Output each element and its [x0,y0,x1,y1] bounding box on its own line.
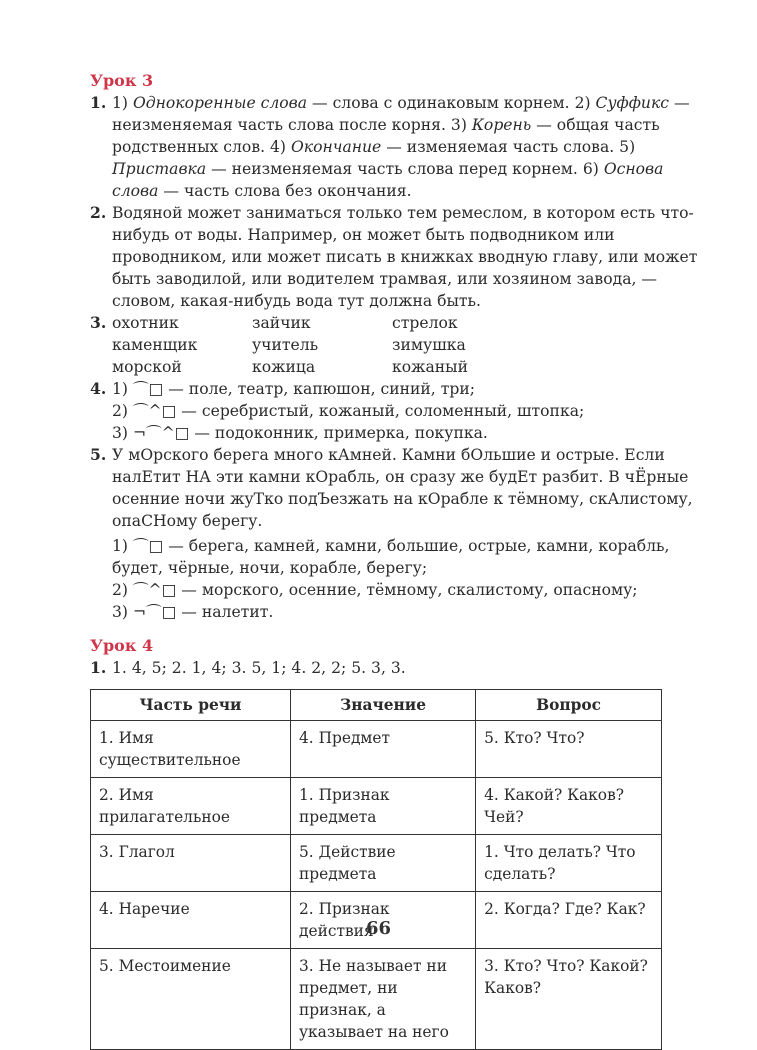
item-number: 3. [90,313,107,332]
lesson-3-item-2 [90,202,700,312]
table-row [91,778,662,835]
item-text: У мОрского берега много кАмней. Камни бОльшие и острые. Если налЕтит НА эти камни кОрабль, он сразу же будЕт разбит. В чЁрные осенние ночи жуТко подЪезжать на кОрабле к тёмному, скАлистому, опаСНому берегу. [112,446,693,530]
text: — слова с одинаковым корнем. 2) [307,94,596,112]
lesson-3-item-1 [90,92,700,202]
text: — часть слова без окончания. [158,182,412,200]
term: Суффикс [595,94,670,112]
word: стрелок [392,314,458,332]
term: Корень [471,116,532,134]
term: Основа слова [112,160,664,200]
lesson-3-item-5 [90,444,700,623]
scheme-line-3: 3) ¬⌒^□ — подоконник, примерка, покупка. [112,424,488,442]
word: каменщик [112,336,198,354]
scheme-line-1: 1) ⌒□ — берега, камней, камни, большие, острые, камни, корабль, будет, чёрные, ночи, корабле, берегу; [112,537,670,577]
text: — изменяемая часть слова. 5) [381,138,636,156]
term: Однокоренные слова [132,94,308,112]
table-cell: 3. Не называет ни предмет, ни признак, а указывает на него [291,949,476,1050]
text: — общая часть родственных слов. 4) [112,116,660,156]
word: морской [112,358,182,376]
word: зимушка [392,336,466,354]
table-cell: 1. Признак предмета [291,778,476,835]
item-number: 5. [90,445,107,464]
lesson-3-item-4 [90,378,700,444]
scheme-line-2: 2) ⌒^□ — серебристый, кожаный, соломенный, штопка; [112,402,585,420]
text: — неизменяемая часть слова после корня. 3) [112,94,690,134]
table-row [91,835,662,892]
table-cell: 5. Действие предмета [291,835,476,892]
table-cell: 4. Предмет [291,721,476,778]
term: Приставка [112,160,207,178]
parts-of-speech-table [90,689,662,1050]
text: 1) [112,94,133,112]
word: кожица [252,358,316,376]
table-row [91,949,662,1050]
table-header: Значение [291,690,476,721]
table-cell: 5. Местоимение [91,949,291,1050]
table-header: Часть речи [91,690,291,721]
lesson-4-title: Урок 4 [90,636,154,655]
scheme-line-3: 3) ¬⌒□ — налетит. [112,603,274,621]
page-content [90,70,700,1050]
word: зайчик [252,314,311,332]
term: Окончание [290,138,382,156]
word: кожаный [392,358,468,376]
scheme-line-2: 2) ⌒^□ — морского, осенние, тёмному, скалистому, опасному; [112,581,638,599]
word: охотник [112,314,179,332]
lesson-3-title: Урок 3 [90,71,154,90]
word: учитель [252,336,319,354]
text: — неизменяемая часть слова перед корнем. 6) [206,160,604,178]
table-cell: 2. Признак действия [291,892,476,949]
item-number: 4. [90,379,107,398]
table-cell: 2. Имя прилагательное [91,778,291,835]
item-text: Водяной может заниматься только тем ремеслом, в котором есть что-нибудь от воды. Например, он может быть подводником или проводником, или может писать в книжках вводную главу, или может быть заводилой, или водителем трамвая, или хозяином завода, — словом, какая-нибудь вода тут должна быть. [112,204,698,310]
table-cell: 2. Когда? Где? Как? [476,892,662,949]
item-number: 2. [90,203,107,222]
table-cell: 1. Имя существительное [91,721,291,778]
table-cell: 3. Глагол [91,835,291,892]
table-header: Вопрос [476,690,662,721]
item-number: 1. [90,658,107,677]
item-text: 1. 4, 5; 2. 1, 4; 3. 5, 1; 4. 2, 2; 5. 3, 3. [112,659,406,677]
page-number: 66 [365,918,392,939]
table-row [91,721,662,778]
scheme-line-1: 1) ⌒□ — поле, театр, капюшон, синий, три; [112,380,475,398]
table-header-row [91,690,662,721]
table-cell: 4. Какой? Каков? Чей? [476,778,662,835]
table-cell: 5. Кто? Что? [476,721,662,778]
lesson-3-item-3-words [90,312,700,378]
table-cell: 4. Наречие [91,892,291,949]
lesson-4-item-1 [90,657,700,679]
item-number: 1. [90,93,107,112]
table-cell: 1. Что делать? Что сделать? [476,835,662,892]
table-cell: 3. Кто? Что? Какой? Каков? [476,949,662,1050]
